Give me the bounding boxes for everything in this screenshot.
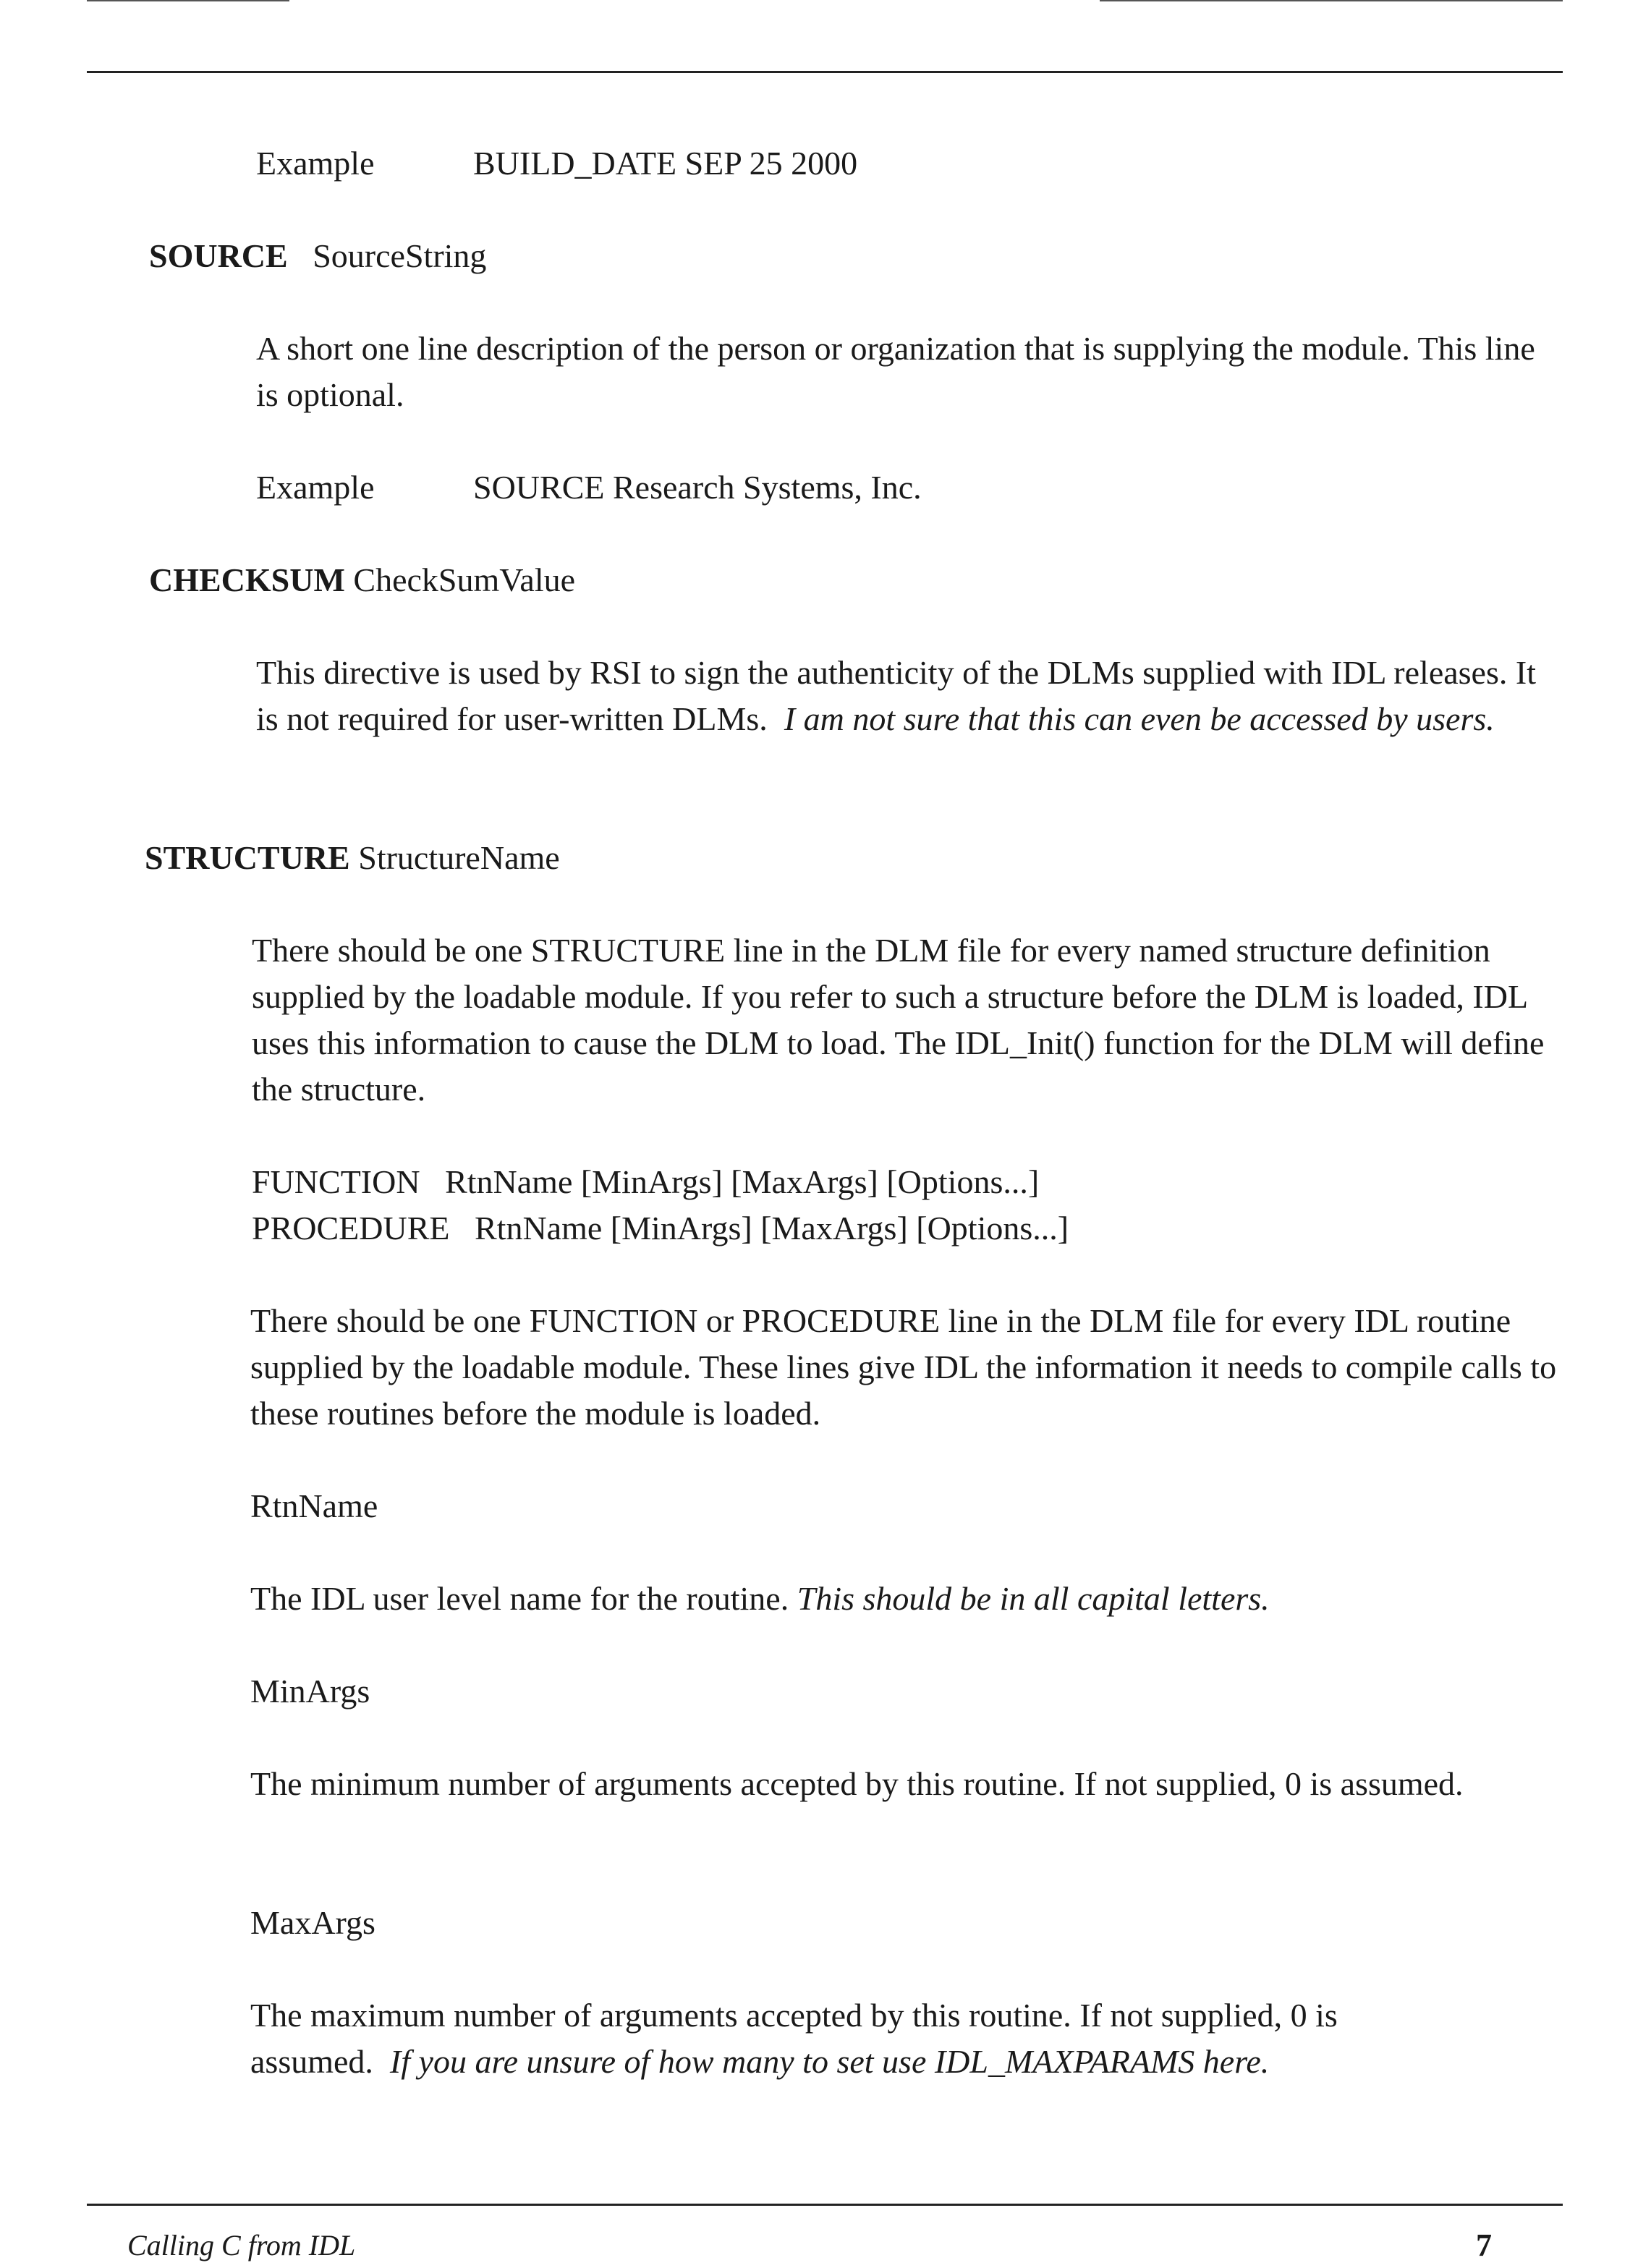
rtnname-term: RtnName <box>250 1487 378 1524</box>
example-value: BUILD_DATE SEP 25 2000 <box>473 145 858 182</box>
checksum-text: This directive is used by RSI to sign the authenticity of the DLMs supplied with IDL releases. It is not required for user-written DLMs. <box>256 654 1536 737</box>
source-description: A short one line description of the person or organization that is supplying the module. This line is optional. <box>256 330 1535 413</box>
maxargs-description <box>250 1992 1466 2085</box>
rtnname-description <box>250 1576 1270 1622</box>
function-keyword: FUNCTION <box>252 1163 420 1200</box>
routines-description: There should be one FUNCTION or PROCEDURE line in the DLM file for every IDL routine supplied by the loadable module. These lines give IDL the information it needs to compile calls to these routines before the module is loaded. <box>250 1302 1557 1432</box>
example-label: Example <box>256 145 375 182</box>
footer-title: Calling C from IDL <box>127 2229 356 2261</box>
header-top-rule-right <box>1100 0 1563 1</box>
rtnname-text: The IDL user level name for the routine. <box>250 1580 789 1617</box>
function-syntax <box>252 1159 1039 1205</box>
procedure-keyword: PROCEDURE <box>252 1210 450 1246</box>
procedure-args: RtnName [MinArgs] [MaxArgs] [Options...] <box>474 1210 1069 1246</box>
maxargs-note: If you are unsure of how many to set use IDL_MAXPARAMS here. <box>389 2043 1270 2080</box>
procedure-syntax <box>252 1205 1069 1252</box>
maxargs-text: The maximum number of arguments accepted by this routine. If not supplied, 0 is assumed. <box>250 1997 1338 2080</box>
checksum-arg: CheckSumValue <box>353 561 576 598</box>
checksum-heading <box>149 557 575 603</box>
footer-rule <box>87 2204 1563 2206</box>
checksum-keyword: CHECKSUM <box>149 561 345 598</box>
rtnname-note: This should be in all capital letters. <box>797 1580 1270 1617</box>
header-rule <box>87 71 1563 73</box>
structure-keyword: STRUCTURE <box>145 839 350 876</box>
checksum-note: I am not sure that this can even be accessed by users. <box>784 700 1495 737</box>
source-example <box>256 464 922 511</box>
page-number: 7 <box>1476 2227 1492 2263</box>
function-args: RtnName [MinArgs] [MaxArgs] [Options...] <box>445 1163 1040 1200</box>
minargs-term: MinArgs <box>250 1673 370 1710</box>
header-top-rule-left <box>87 0 289 1</box>
structure-heading <box>145 835 560 881</box>
source-heading <box>149 233 486 279</box>
structure-description: There should be one STRUCTURE line in the DLM file for every named structure definition supplied by the loadable module. If you refer to such a structure before the DLM is loaded, IDL uses this information to cause the DLM to load. The IDL_Init() function for the DLM will define the structure. <box>252 932 1545 1108</box>
example-label: Example <box>256 469 375 506</box>
minargs-description: The minimum number of arguments accepted by this routine. If not supplied, 0 is assumed. <box>250 1765 1464 1802</box>
structure-arg: StructureName <box>358 839 560 876</box>
source-keyword: SOURCE <box>149 237 288 274</box>
example-value: SOURCE Research Systems, Inc. <box>473 469 922 506</box>
build-date-example <box>256 140 857 187</box>
checksum-description <box>256 650 1551 742</box>
source-arg: SourceString <box>313 237 487 274</box>
maxargs-term: MaxArgs <box>250 1904 375 1941</box>
